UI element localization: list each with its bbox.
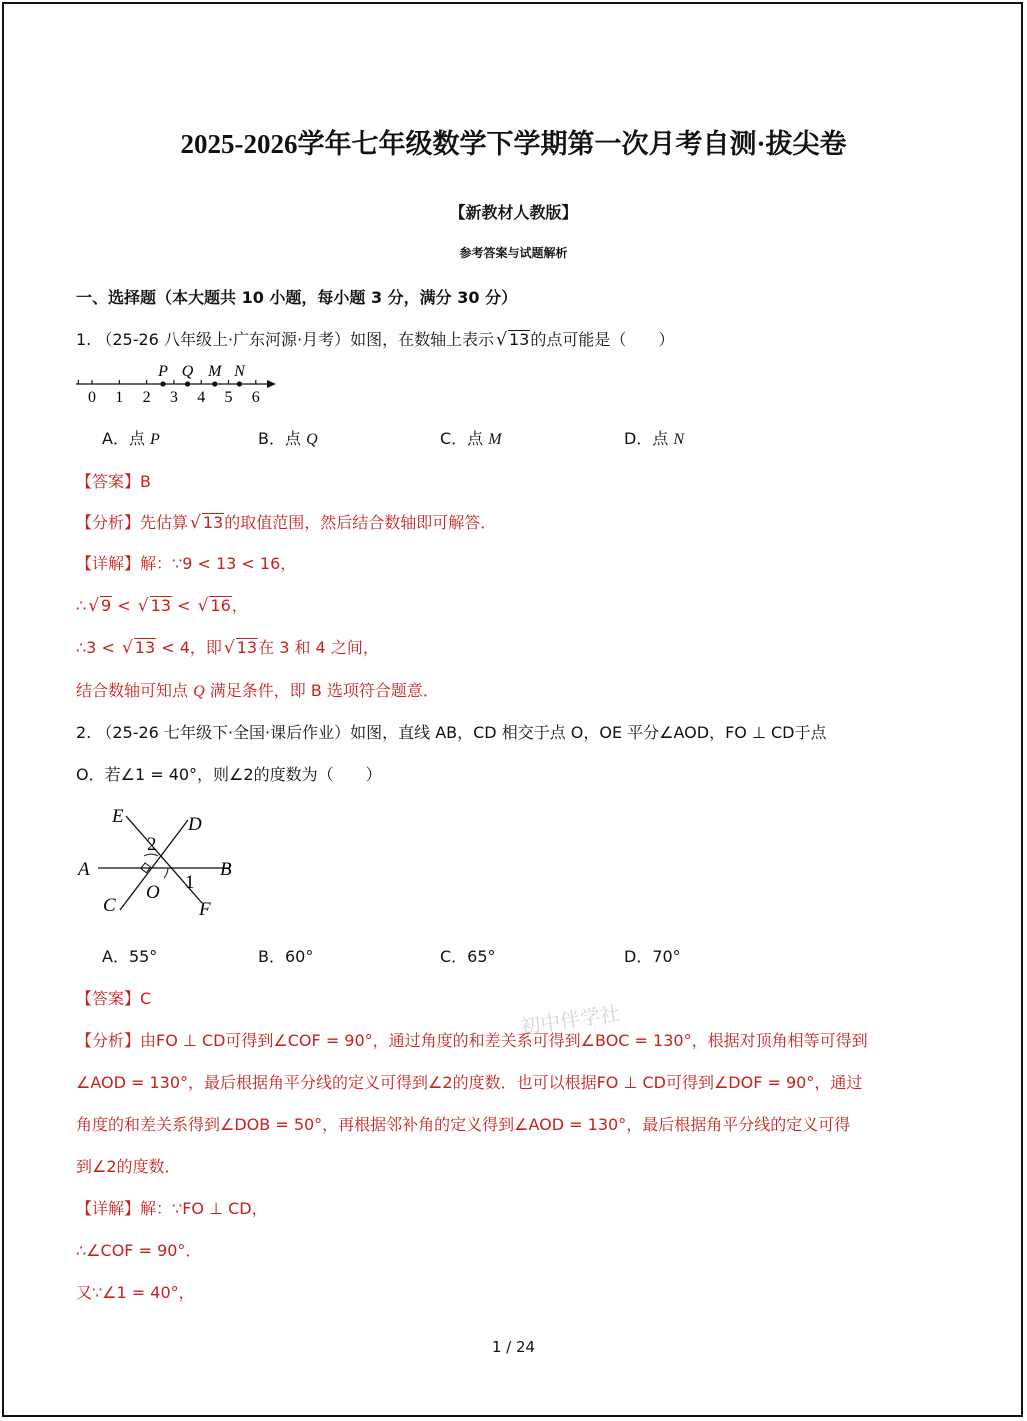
tick-label-5: 5	[224, 389, 233, 406]
label-angle-1: 1	[185, 872, 195, 893]
q1-analysis: 【分析】先估算 √ 13的取值范围，然后结合数轴即可解答．	[76, 513, 497, 533]
q2-analysis-line1: 【分析】由FO ⊥ CD可得到∠COF = 90°，通过角度的和差关系可得到∠BOC = 130°，根据对顶角相等可得到	[76, 1031, 868, 1050]
tick-label-0: 0	[88, 389, 96, 406]
point-n	[237, 381, 242, 386]
q1-number-line	[70, 355, 290, 410]
point-m	[212, 381, 217, 386]
q1-option-b[interactable]: B．点 Q	[258, 429, 318, 448]
page-number: 1 / 24	[491, 1338, 536, 1356]
answer-caption: 参考答案与试题解析	[459, 246, 568, 260]
q1-number: 1.	[76, 330, 92, 349]
angle-1-arc	[164, 868, 168, 878]
q1-option-c[interactable]: C．点 M	[440, 429, 502, 448]
label-o: O	[146, 882, 160, 903]
label-angle-2: 2	[147, 834, 157, 855]
label-c: C	[103, 895, 116, 916]
point-p	[160, 381, 165, 386]
label-d: D	[188, 814, 202, 835]
q1-detail-line4: 结合数轴可知点 Q 满足条件，即 B 选项符合题意．	[76, 681, 439, 700]
point-label-p: P	[158, 363, 168, 380]
q2-detail-line2: ∴∠COF = 90°．	[76, 1241, 202, 1260]
q1-stem: 1. （25-26 八年级上·广东河源·月考）如图，在数轴上表示 √ 13的点可能是（ ）	[76, 330, 675, 350]
q2-analysis-line3: 角度的和差关系得到∠DOB = 50°，再根据邻补角的定义得到∠AOD = 130°，最后根据角平分线的定义可得	[76, 1115, 851, 1134]
q2-option-a[interactable]: A．55°	[102, 947, 158, 966]
number-line-arrow	[267, 380, 276, 388]
tick-label-2: 2	[142, 389, 151, 406]
tick-label-1: 1	[115, 389, 124, 406]
point-label-q: Q	[181, 363, 194, 380]
q2-stem-line2: O．若∠1 = 40°，则∠2的度数为（ ）	[76, 765, 382, 784]
q2-stem-line1: 2. （25-26 七年级下·全国·课后作业）如图，直线 AB，CD 相交于点 O，OE 平分∠AOD，FO ⊥ CD于点	[76, 723, 827, 742]
point-label-n: N	[234, 363, 245, 380]
tick-label-3: 3	[169, 389, 178, 406]
q1-answer: 【答案】B	[76, 472, 151, 491]
q2-analysis-line4: 到∠2的度数．	[76, 1157, 181, 1176]
q1-detail-line2: ∴ √ 9 < √ 13 < √ 16，	[76, 596, 248, 616]
label-f: F	[199, 899, 211, 920]
q1-option-d[interactable]: D．点 N	[624, 429, 685, 448]
q1-detail-line1: 【详解】解：∵9 < 13 < 16，	[76, 554, 297, 573]
q1-radicand: 13	[508, 330, 530, 349]
watermark-text: 初中伴学社	[519, 1001, 622, 1039]
q2-option-b[interactable]: B．60°	[258, 947, 314, 966]
edition-label: 【新教材人教版】	[449, 203, 578, 222]
tick-label-6: 6	[251, 389, 260, 406]
q1-detail-line3: ∴3 < √ 13 < 4，即 √ 13在 3 和 4 之间，	[76, 638, 379, 658]
q2-option-c[interactable]: C．65°	[440, 947, 496, 966]
q1-stem-tail: 的点可能是（ ）	[530, 330, 675, 349]
label-b: B	[220, 859, 232, 880]
document-title: 2025-2026学年七年级数学下学期第一次月考自测·拔尖卷	[180, 129, 847, 159]
label-e: E	[112, 806, 124, 827]
q2-analysis-line2: ∠AOD = 130°，最后根据角平分线的定义可得到∠2的度数．也可以根据FO ⊥ CD可得到∠DOF = 90°，通过	[76, 1073, 863, 1092]
q2-angle-figure	[70, 800, 250, 925]
q2-option-d[interactable]: D．70°	[624, 947, 681, 966]
q2-detail-line1: 【详解】解：∵FO ⊥ CD，	[76, 1199, 268, 1218]
section-heading: 一、选择题（本大题共 10 小题，每小题 3 分，满分 30 分）	[76, 288, 518, 307]
tick-label-4: 4	[197, 389, 206, 406]
point-label-m: M	[208, 363, 222, 380]
q1-option-a[interactable]: A．点 P	[102, 429, 160, 448]
q2-detail-line3: 又∵∠1 = 40°，	[76, 1283, 195, 1302]
label-a: A	[78, 859, 90, 880]
q1-source: （25-26 八年级上·广东河源·月考）如图，在数轴上表示	[96, 330, 495, 349]
q2-answer: 【答案】C	[76, 989, 152, 1008]
point-q	[185, 381, 190, 386]
